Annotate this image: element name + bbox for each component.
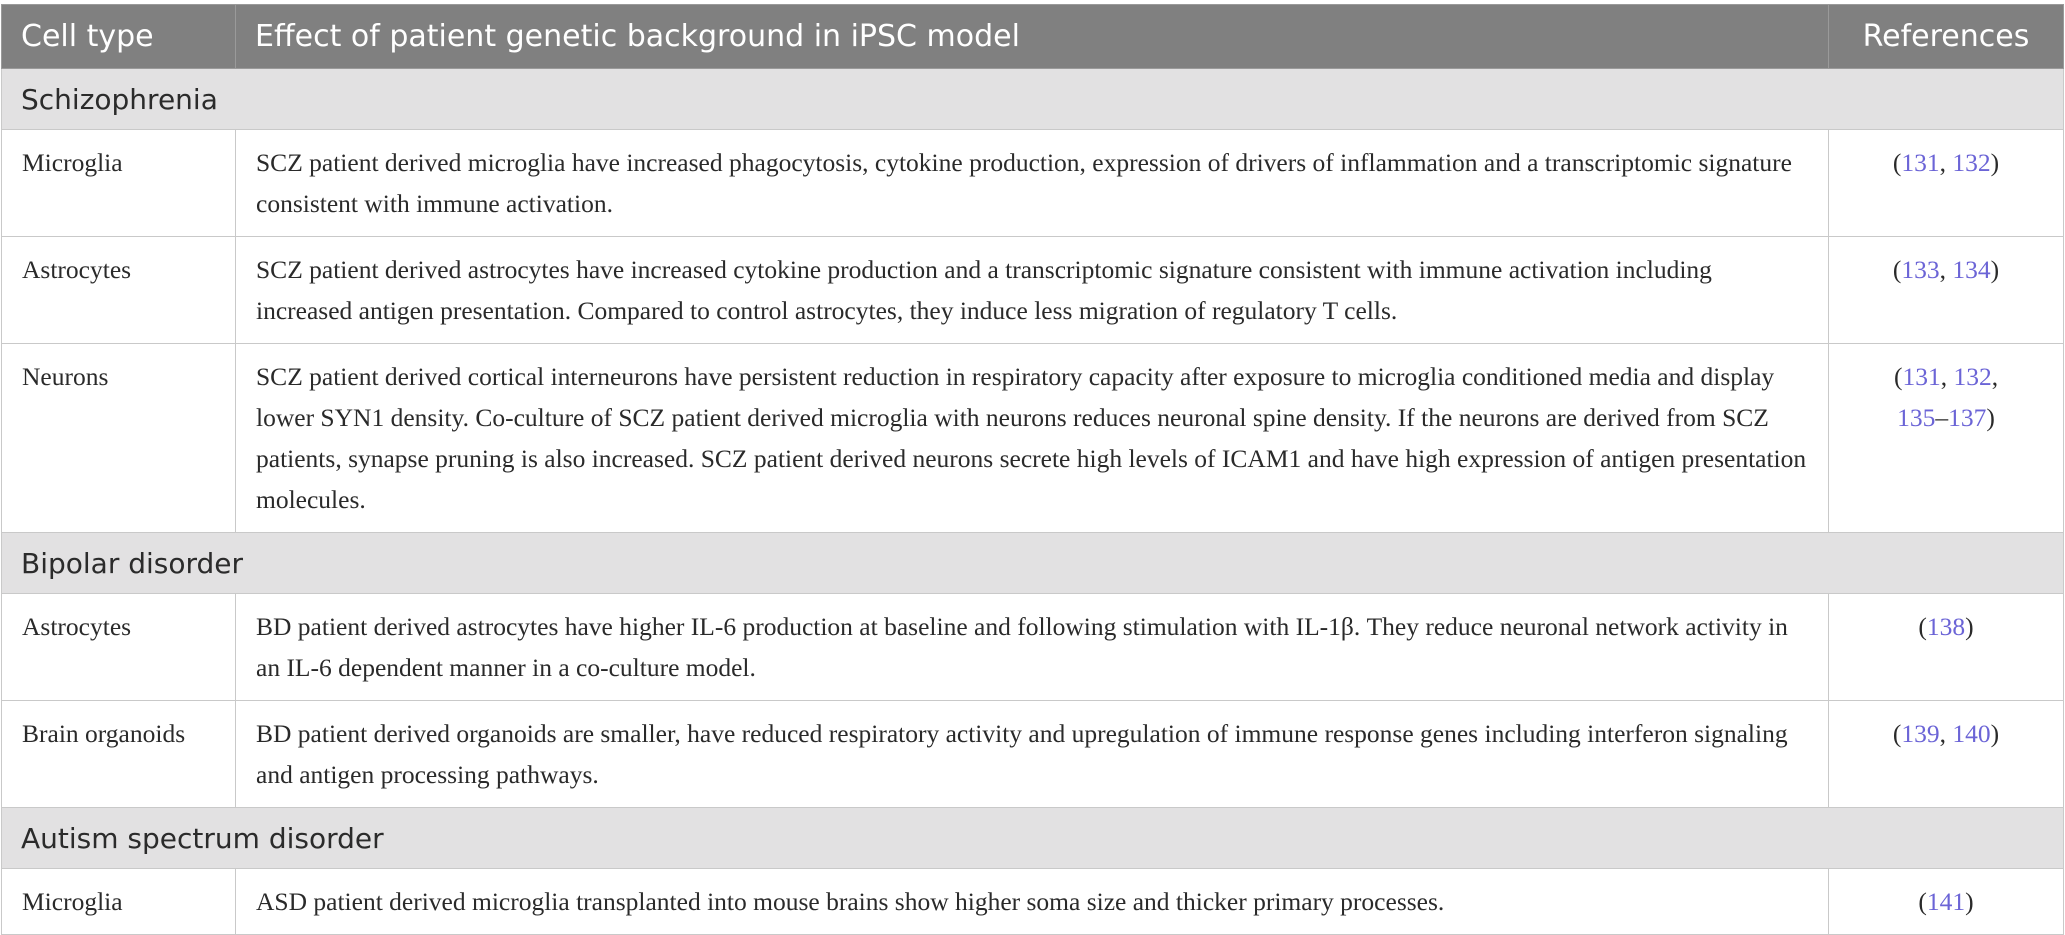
reference-separator: ) xyxy=(1986,403,1995,432)
reference-link[interactable]: 135 xyxy=(1897,403,1936,432)
reference-separator: ( xyxy=(1892,255,1902,284)
table-row xyxy=(2,869,2064,935)
reference-separator: ( xyxy=(1918,887,1927,916)
section-row xyxy=(2,69,2064,130)
effect-description: SCZ patient derived cortical interneurons have persistent reduction in respiratory capacity after exposure to microglia conditioned media and display lower SYN1 density. Co-culture of SCZ patient derived microglia with neurons reduces neuronal spine density. If the neurons are derived from SCZ patients, synapse pruning is also increased. SCZ patient derived neurons secrete high levels of ICAM1 and have high expression of antigen presentation molecules. xyxy=(236,344,1829,533)
reference-separator: , xyxy=(1991,362,1999,391)
table-row xyxy=(2,701,2064,808)
references xyxy=(1829,701,2064,808)
effect-description: BD patient derived astrocytes have higher IL-6 production at baseline and following stimulation with IL-1β. They reduce neuronal network activity in an IL-6 dependent manner in a co-culture model. xyxy=(236,594,1829,701)
references xyxy=(1829,869,2064,935)
reference-separator: ) xyxy=(1965,612,1974,641)
header-cell-type: Cell type xyxy=(2,5,236,69)
references xyxy=(1829,237,2064,344)
reference-link[interactable]: 133 xyxy=(1901,255,1940,284)
cell-type: Neurons xyxy=(2,344,236,533)
reference-separator: – xyxy=(1935,403,1949,432)
effect-description: BD patient derived organoids are smaller, have reduced respiratory activity and upregulation of immune response genes including interferon signaling and antigen processing pathways. xyxy=(236,701,1829,808)
reference-separator: , xyxy=(1939,255,1953,284)
reference-separator: , xyxy=(1939,719,1953,748)
references xyxy=(1829,130,2064,237)
effect-description: ASD patient derived microglia transplanted into mouse brains show higher soma size and thicker primary processes. xyxy=(236,869,1829,935)
reference-link[interactable]: 131 xyxy=(1902,362,1941,391)
reference-separator: ( xyxy=(1892,148,1902,177)
reference-link[interactable]: 138 xyxy=(1926,612,1966,641)
table-row xyxy=(2,594,2064,701)
reference-link[interactable]: 141 xyxy=(1926,887,1966,916)
reference-link[interactable]: 132 xyxy=(1953,362,1992,391)
table-body xyxy=(2,69,2064,935)
table-row xyxy=(2,344,2064,533)
reference-link[interactable]: 131 xyxy=(1901,148,1940,177)
section-row xyxy=(2,533,2064,594)
references xyxy=(1829,344,2064,533)
effect-description: SCZ patient derived astrocytes have increased cytokine production and a transcriptomic signature consistent with immune activation including increased antigen presentation. Compared to control astrocytes, they induce less migration of regulatory T cells. xyxy=(236,237,1829,344)
section-title: Bipolar disorder xyxy=(2,533,2064,594)
reference-link[interactable]: 140 xyxy=(1952,719,1991,748)
reference-separator: ) xyxy=(1990,148,2000,177)
effect-description: SCZ patient derived microglia have increased phagocytosis, cytokine production, expression of drivers of inflammation and a transcriptomic signature consistent with immune activation. xyxy=(236,130,1829,237)
reference-separator: , xyxy=(1940,362,1954,391)
ipsc-table xyxy=(1,4,2064,935)
section-row xyxy=(2,808,2064,869)
cell-type: Microglia xyxy=(2,869,236,935)
header-references: References xyxy=(1829,5,2064,69)
references xyxy=(1829,594,2064,701)
reference-link[interactable]: 132 xyxy=(1952,148,1991,177)
section-title: Schizophrenia xyxy=(2,69,2064,130)
table-header-row xyxy=(2,5,2064,69)
reference-link[interactable]: 139 xyxy=(1901,719,1940,748)
reference-separator: , xyxy=(1939,148,1953,177)
section-title: Autism spectrum disorder xyxy=(2,808,2064,869)
reference-separator: ) xyxy=(1965,887,1974,916)
table-row xyxy=(2,237,2064,344)
reference-separator: ) xyxy=(1990,719,2000,748)
cell-type: Astrocytes xyxy=(2,237,236,344)
reference-link[interactable]: 137 xyxy=(1948,403,1987,432)
reference-link[interactable]: 134 xyxy=(1952,255,1991,284)
reference-separator: ( xyxy=(1918,612,1927,641)
reference-separator: ( xyxy=(1892,719,1902,748)
header-effect: Effect of patient genetic background in iPSC model xyxy=(236,5,1829,69)
table-row xyxy=(2,130,2064,237)
reference-separator: ) xyxy=(1990,255,2000,284)
cell-type: Microglia xyxy=(2,130,236,237)
cell-type: Astrocytes xyxy=(2,594,236,701)
reference-separator: ( xyxy=(1893,362,1903,391)
cell-type: Brain organoids xyxy=(2,701,236,808)
